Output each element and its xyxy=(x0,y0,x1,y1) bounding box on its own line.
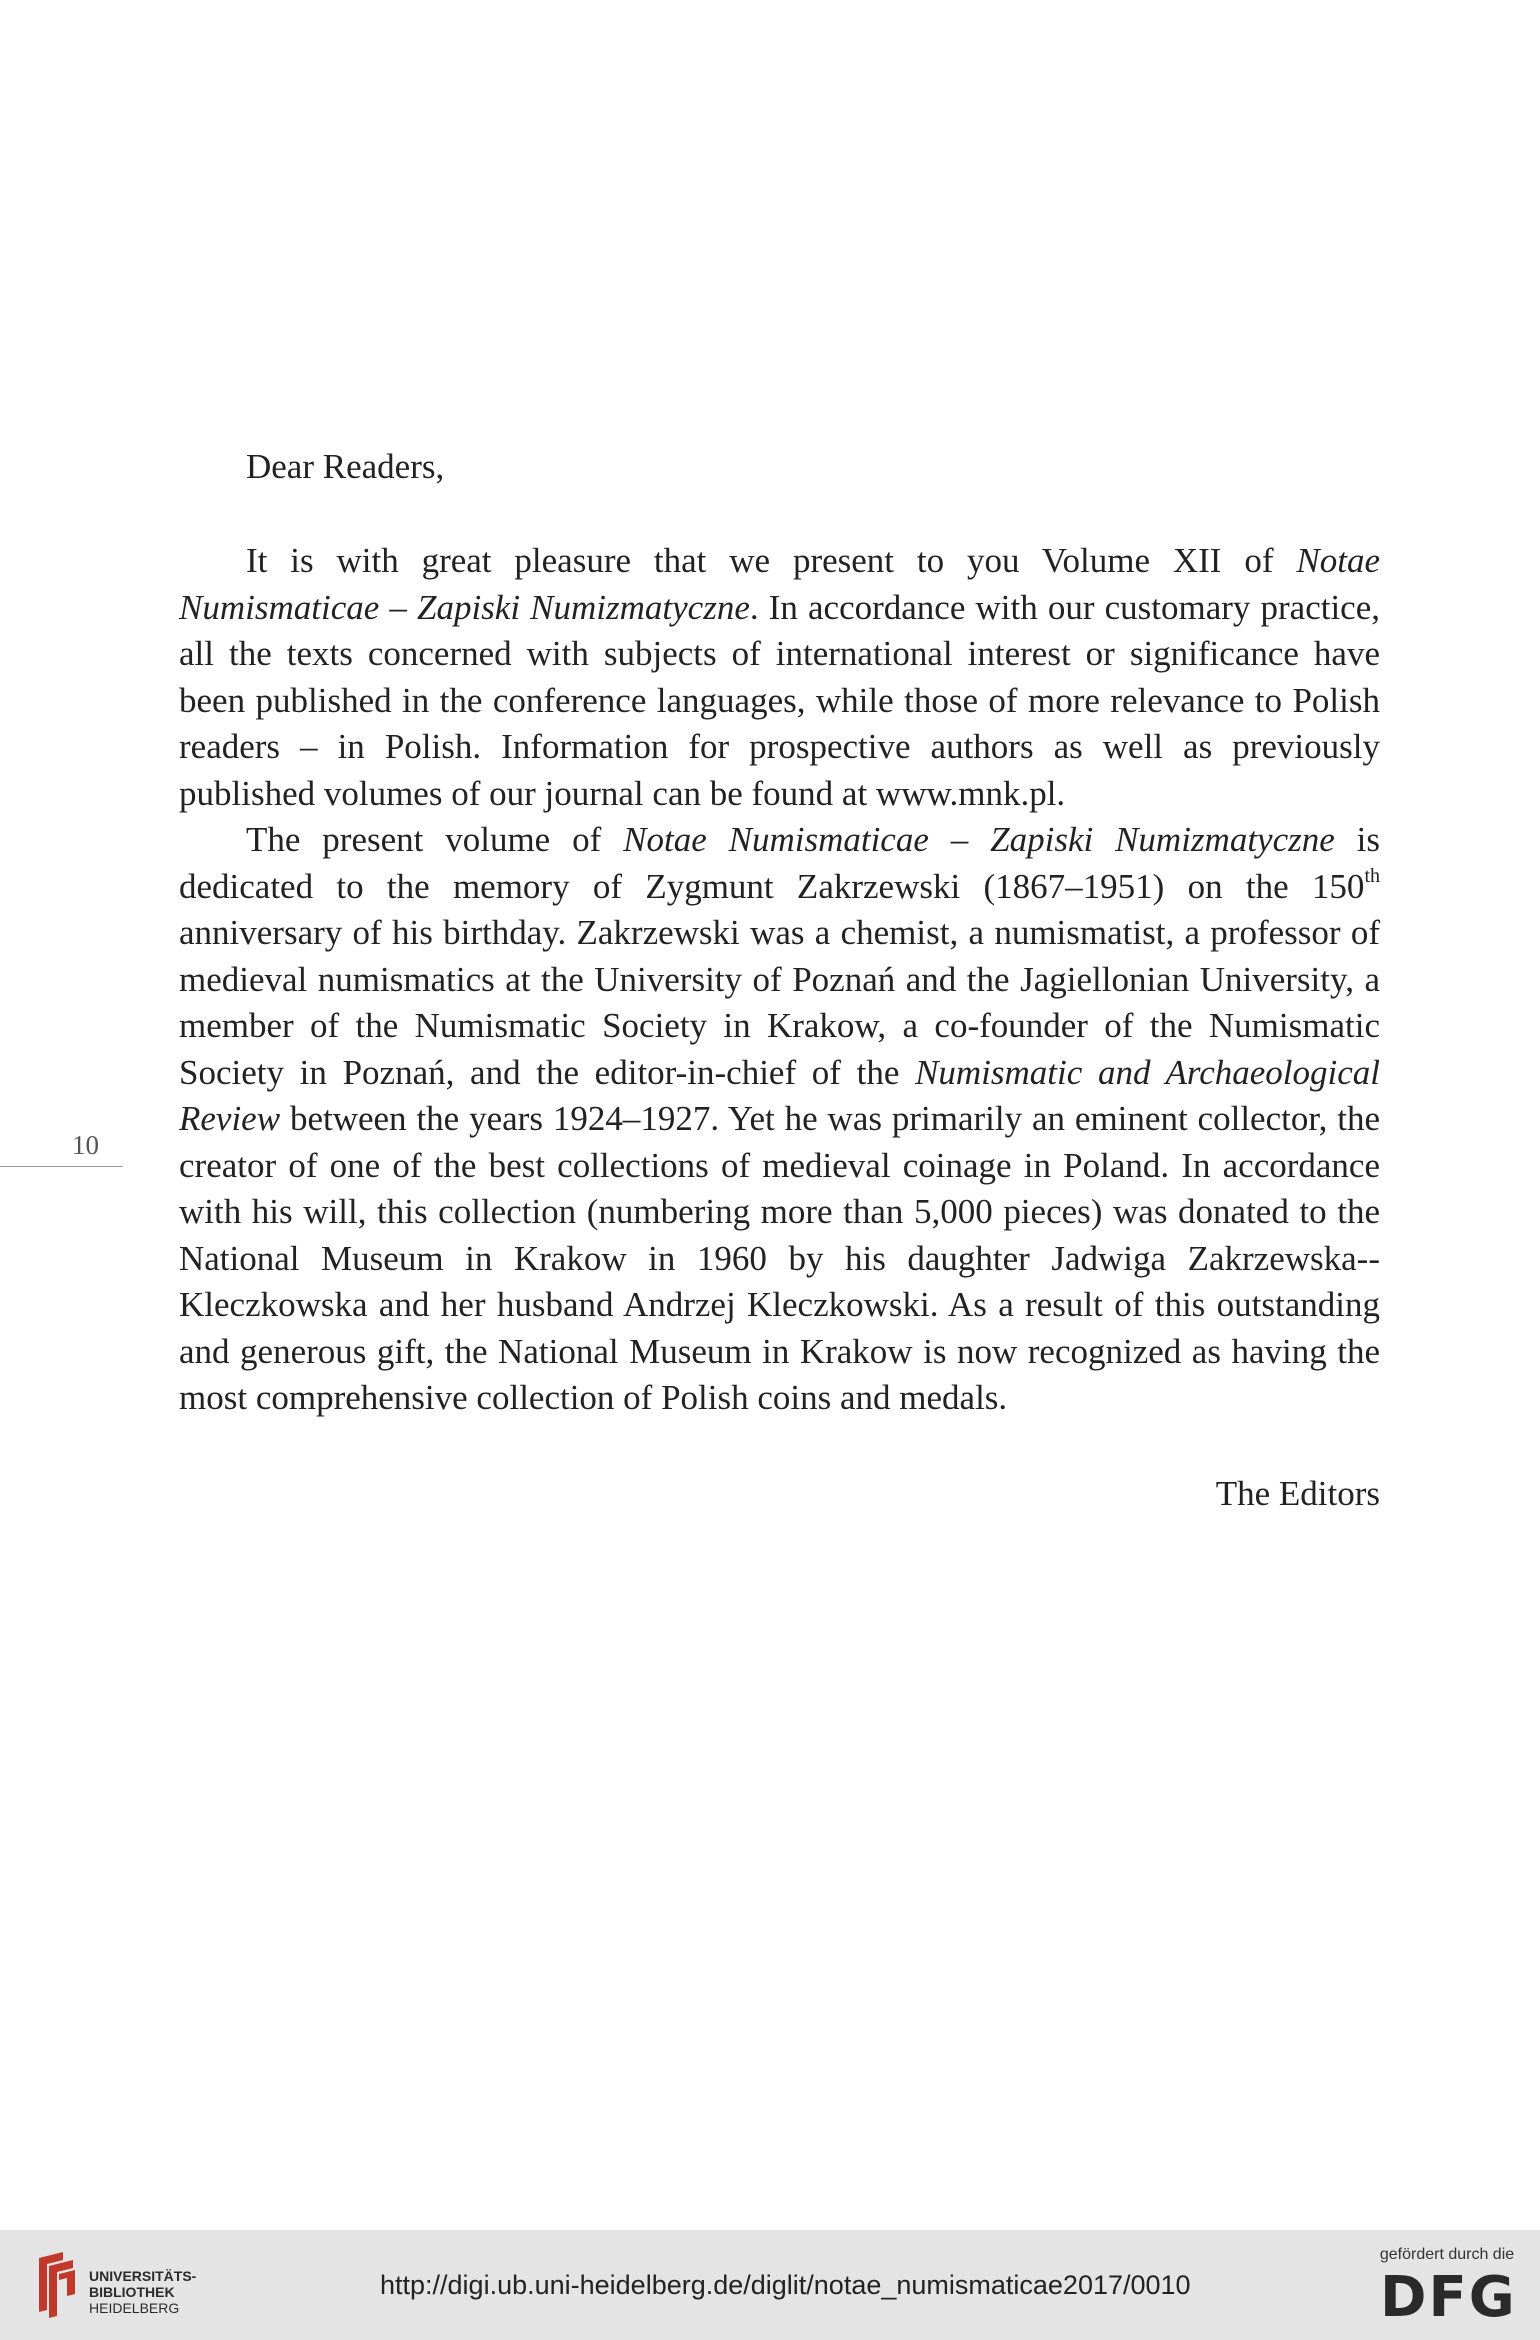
ub-heidelberg-logo-icon xyxy=(33,2250,79,2320)
paragraph-1-text-b: . In accordance with our customary practice, all the texts concerned with subjects of international interest or significance have been published in the conference languages, while those of more relevance to Polish readers – in Polish. Information for prospective authors as well as previously published volumes of our journal can be found at www.mnk.pl. xyxy=(179,587,1380,813)
review-title: Numismatic and Archaeological Review xyxy=(179,1052,1380,1138)
library-line-3: HEIDELBERG xyxy=(89,2300,180,2316)
funding-caption: gefördert durch die xyxy=(1379,2246,1515,2263)
permalink[interactable]: http://digi.ub.uni-heidelberg.de/diglit/notae_numismaticae2017/0010 xyxy=(380,2270,1191,2300)
footer-bar xyxy=(0,2230,1540,2340)
paragraph-1 xyxy=(179,538,1380,817)
signature: The Editors xyxy=(1215,1474,1380,1513)
paragraph-2 xyxy=(179,817,1380,1422)
margin-rule xyxy=(0,1166,123,1167)
page-number: 10 xyxy=(72,1130,99,1160)
journal-title: Notae Numismaticae – Zapiski Numizmatyczne xyxy=(623,820,1335,859)
ordinal-suffix: th xyxy=(1364,864,1380,887)
letter-body xyxy=(179,538,1380,1422)
paragraph-2-text-c: anniversary of his birthday. Zakrzewski was a chemist, a numismatist, a professor of medieval numismatics at the University of Poznań and the Jagiellonian University, a member of the Numismatic Society in Krakow, a co-founder of the Numismatic Society in Poznań, and the editor-in-chief of the xyxy=(179,913,1380,1092)
library-line-2: BIBLIOTHEK xyxy=(89,2284,175,2300)
library-name xyxy=(89,2268,196,2316)
library-logo[interactable] xyxy=(33,2246,211,2324)
dfg-logo[interactable] xyxy=(1372,2244,1522,2330)
journal-title: Notae Numismaticae – Zapiski Numizmatyczne xyxy=(179,541,1380,627)
paragraph-2-text-a: The present volume of xyxy=(246,820,624,859)
paragraph-1-text-a: It is with great pleasure that we present to you Volume XII of xyxy=(246,541,1297,580)
dfg-wordmark: DFG xyxy=(1380,2265,1517,2330)
paragraph-2-text-d: between the years 1924–1927. Yet he was primarily an eminent collector, the creator of one of the best collections of medieval coinage in Poland. In accordance with his will, this collection (numbering more than 5,000 pieces) was donated to the National Museum in Krakow in 1960 by his daughter Jadwiga Zakrzewska-Kleczkowska and her husband Andrzej Kleczkowski. As a result of this outstanding and generous gift, the National Museum in Krakow is now recognized as having the most comprehensive collection of Polish coins and medals. xyxy=(179,1099,1380,1417)
paragraph-2-text-b: is dedicated to the memory of Zygmunt Zakrzewski (1867–1951) on the 150 xyxy=(179,820,1381,906)
salutation: Dear Readers, xyxy=(246,447,445,486)
library-line-1: UNIVERSITÄTS- xyxy=(89,2268,197,2284)
